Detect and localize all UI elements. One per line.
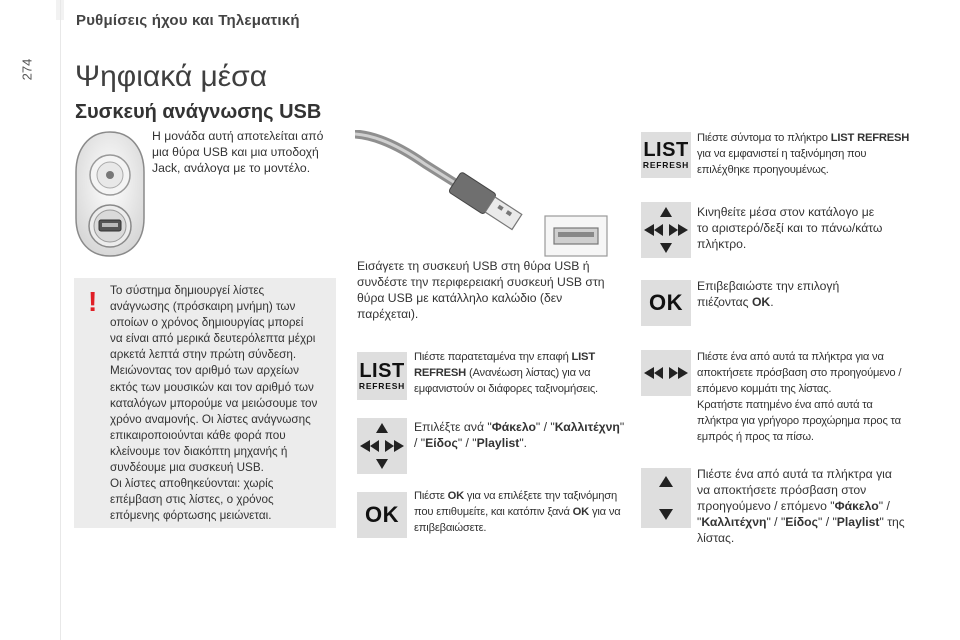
step-list-refresh-long: Πιέστε παρατεταμένα την επαφή LIST REFRESH (Ανανέωση λίστας) για να εμφανιστούν οι διάφορες ταξινομήσεις. <box>414 351 598 395</box>
step-track-skip: Πιέστε ένα από αυτά τα πλήκτρα για να αποκτήσετε πρόσβαση στο προηγούμενο / επόμενο κομμάτι της λίστας. Κρατήστε πατημένο ένα από αυτά τα πλήκτρα για γρήγορο προχώρημα προς τα εμπρός ή προς τα πίσω. <box>697 351 902 443</box>
step-folder-skip: Πιέστε ένα από αυτά τα πλήκτρα για να αποκτήσετε πρόσβαση στον προηγούμενο / επόμενο "Φάκελο" / "Καλλιτέχνη" / "Είδος" / "Playlist" της λίστας. <box>697 467 905 545</box>
ok-label: OK <box>365 502 399 527</box>
step-select-sort: Επιλέξτε ανά "Φάκελο" / "Καλλιτέχνη" / "Είδος" / "Playlist". <box>414 420 625 450</box>
warning-box <box>74 278 336 528</box>
step-list-refresh-short: Πιέστε σύντομα το πλήκτρο LIST REFRESH για να εμφανιστεί η ταξινόμηση που επιλέχθηκε προηγουμένως. <box>697 132 910 176</box>
list-label-line2: REFRESH <box>358 381 406 392</box>
step-ok-confirm: Πιέστε OK για να επιλέξετε την ταξινόμηση που επιθυμείτε, και κατόπιν ξανά OK για να επιβεβαιώσετε. <box>414 490 621 534</box>
margin-rule <box>60 0 61 640</box>
chapter-header: Ρυθμίσεις ήχου και Τηλεματική <box>76 12 300 29</box>
ok-button-icon <box>641 280 691 326</box>
step-navigate-catalog: Κινηθείτε μέσα στον κατάλογο με το αριστερό/δεξί και το πάνω/κάτω πλήκτρο. <box>697 205 883 251</box>
warning-text: Το σύστημα δημιουργεί λίστες ανάγνωσης (πρόσκαιρη μνήμη) των οποίων ο χρόνος δημιουργίας μπορεί να είναι από μερικά δευτερόλεπτα μέχρι αρκετά λεπτά στην πρώτη σύνδεση. Μειώνοντας τον αριθμό των αρχείων εκτός των μουσικών και τον αριθμό των καταλόγων μπορούμε να μειώσουμε τον χρόνο αναμονής. Οι λίστες ανάγνωσης επικαιροποιούνται κάθε φορά που κλείνουμε τον διακόπτη μηχανής ή συνδέουμε μια συσκευή USB. Οι λίστες αποθηκεύονται: χωρίς επέμβαση στις λίστες, ο χρόνος επόμενης φόρτωσης μειώνεται. <box>110 284 318 523</box>
four-way-arrows-icon <box>641 202 691 258</box>
intro-text: Η μονάδα αυτή αποτελείται από μια θύρα USB και μια υποδοχή Jack, ανάλογα με το μοντέλο. <box>152 129 324 175</box>
list-refresh-button-icon <box>641 132 691 178</box>
ok-label: OK <box>649 290 683 315</box>
list-label-line1: LIST <box>643 139 689 162</box>
up-down-arrows-icon <box>641 468 691 528</box>
warning-icon: ! <box>88 286 98 317</box>
list-label-line2: REFRESH <box>642 160 690 171</box>
section-title: Συσκευή ανάγνωσης USB <box>75 101 322 123</box>
page-number: 274 <box>19 58 35 81</box>
usb-jack-port-icon <box>70 130 150 258</box>
list-refresh-button-icon <box>357 352 407 400</box>
usb-cable-icon <box>355 130 610 260</box>
list-label-line1: LIST <box>359 360 405 383</box>
usb-instruction-text: Εισάγετε τη συσκευή USB στη θύρα USB ή συνδέστε την περιφερειακή συσκευή USB στη θύρα USB με κατάλληλο καλώδιο (δεν παρέχεται). <box>357 259 605 321</box>
ok-button-icon <box>357 492 407 538</box>
step-confirm-ok: Επιβεβαιώστε την επιλογή πιέζοντας OK. <box>697 279 840 309</box>
four-way-arrows-icon <box>357 418 407 474</box>
page-title: Ψηφιακά μέσα <box>75 60 268 93</box>
left-right-arrows-icon <box>641 350 691 396</box>
